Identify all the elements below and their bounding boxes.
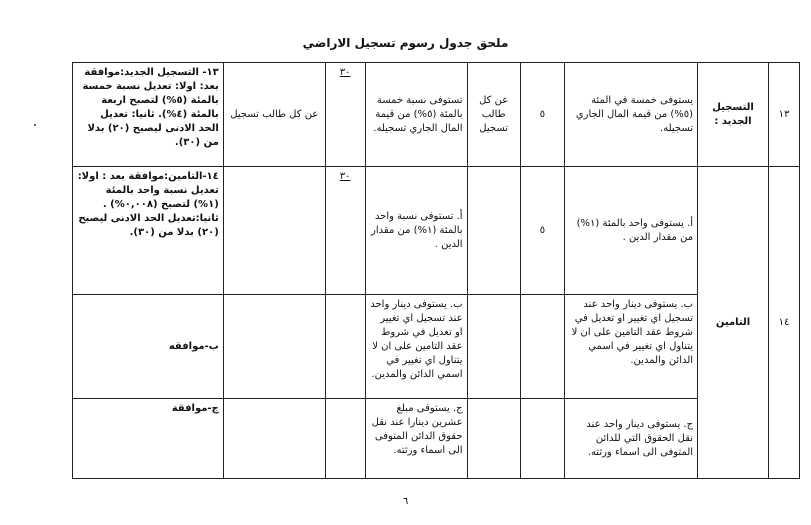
item-name: التسجيل الجديد : bbox=[698, 63, 769, 167]
table-row bbox=[73, 399, 800, 479]
table-row bbox=[73, 167, 800, 295]
percent-value bbox=[520, 295, 564, 399]
percent-value: ٥ bbox=[520, 63, 564, 167]
document-title: ملحق جدول رسوم تسجيل الاراضي bbox=[302, 36, 509, 50]
percent-value: ٥ bbox=[520, 167, 564, 295]
applies-to-2 bbox=[223, 399, 325, 479]
decision-text: ب-موافقه bbox=[73, 295, 224, 399]
current-fee-text: ج. يستوفى دينار واحد عند نقل الحقوق التي للدائن المتوفى الى اسماء ورثته. bbox=[565, 399, 698, 479]
table-row bbox=[73, 63, 800, 167]
margin-dot bbox=[34, 124, 36, 126]
minimum-value bbox=[325, 295, 365, 399]
decision-text: ج-موافقة bbox=[73, 399, 224, 479]
applies-to: عن كل طالب تسجيل bbox=[467, 63, 520, 167]
applies-to bbox=[467, 295, 520, 399]
applies-to bbox=[467, 399, 520, 479]
current-fee-text: ب. يستوفى دينار واحد عند تسجيل اي تغيير او تعديل في شروط عقد التامين على ان لا يتناول اي تغيير في اسمي الدائن والمدين. bbox=[565, 295, 698, 399]
minimum-value bbox=[325, 399, 365, 479]
applies-to-2 bbox=[223, 295, 325, 399]
proposed-fee-text: ج. يستوفى مبلغ عشرين دينارا عند نقل حقوق الدائن المتوفى الى اسماء ورثته. bbox=[365, 399, 467, 479]
page-number: ٦ bbox=[402, 496, 409, 507]
minimum-value bbox=[325, 63, 365, 167]
current-fee-text: أ. يستوفى واحد بالمئة (١%) من مقدار الدين . bbox=[565, 167, 698, 295]
item-name: التامين bbox=[698, 167, 769, 479]
decision-text: ١٣- التسجيل الجديد:موافقة بعد: اولا: تعديل نسبة خمسة بالمئة (٥%) لتصبح اربعة بالمئة (٤%). ثانيا: تعديل الحد الادنى ليصبح (٢٠) بدلا من (٣٠). bbox=[73, 63, 224, 167]
proposed-fee-text: تستوفى نسبة خمسة بالمئة (٥%) من قيمة المال الجاري تسجيله. bbox=[365, 63, 467, 167]
current-fee-text: يستوفى خمسة في المئة (٥%) من قيمة المال الجاري تسجيله. bbox=[565, 63, 698, 167]
applies-to-2 bbox=[223, 167, 325, 295]
row-number: ١٤ bbox=[768, 167, 799, 479]
applies-to-2: عن كل طالب تسجيل bbox=[223, 63, 325, 167]
proposed-fee-text: أ. تستوفى نسبة واحد بالمئة (١%) من مقدار الدين . bbox=[365, 167, 467, 295]
table-row bbox=[73, 295, 800, 399]
fees-table bbox=[72, 62, 800, 479]
minimum-value-text: ٣٠ bbox=[339, 171, 351, 182]
proposed-fee-text: ب. يستوفى دينار واحد عند تسجيل اي تغيير او تعديل في شروط عقد التامين على ان لا يتناول اي تغيير في اسمي الدائن والمدين. bbox=[365, 295, 467, 399]
row-number: ١٣ bbox=[768, 63, 799, 167]
applies-to bbox=[467, 167, 520, 295]
minimum-value-text: ٣٠ bbox=[339, 67, 351, 78]
percent-value bbox=[520, 399, 564, 479]
minimum-value bbox=[325, 167, 365, 295]
decision-text: ١٤-التامين:موافقة بعد : اولا: تعديل نسبة واحد بالمئة (١%) لتصبح (٠,٠٠٨%) . ثانيا:تعديل الحد الادنى ليصبح (٢٠) بدلا من (٣٠). bbox=[73, 167, 224, 295]
